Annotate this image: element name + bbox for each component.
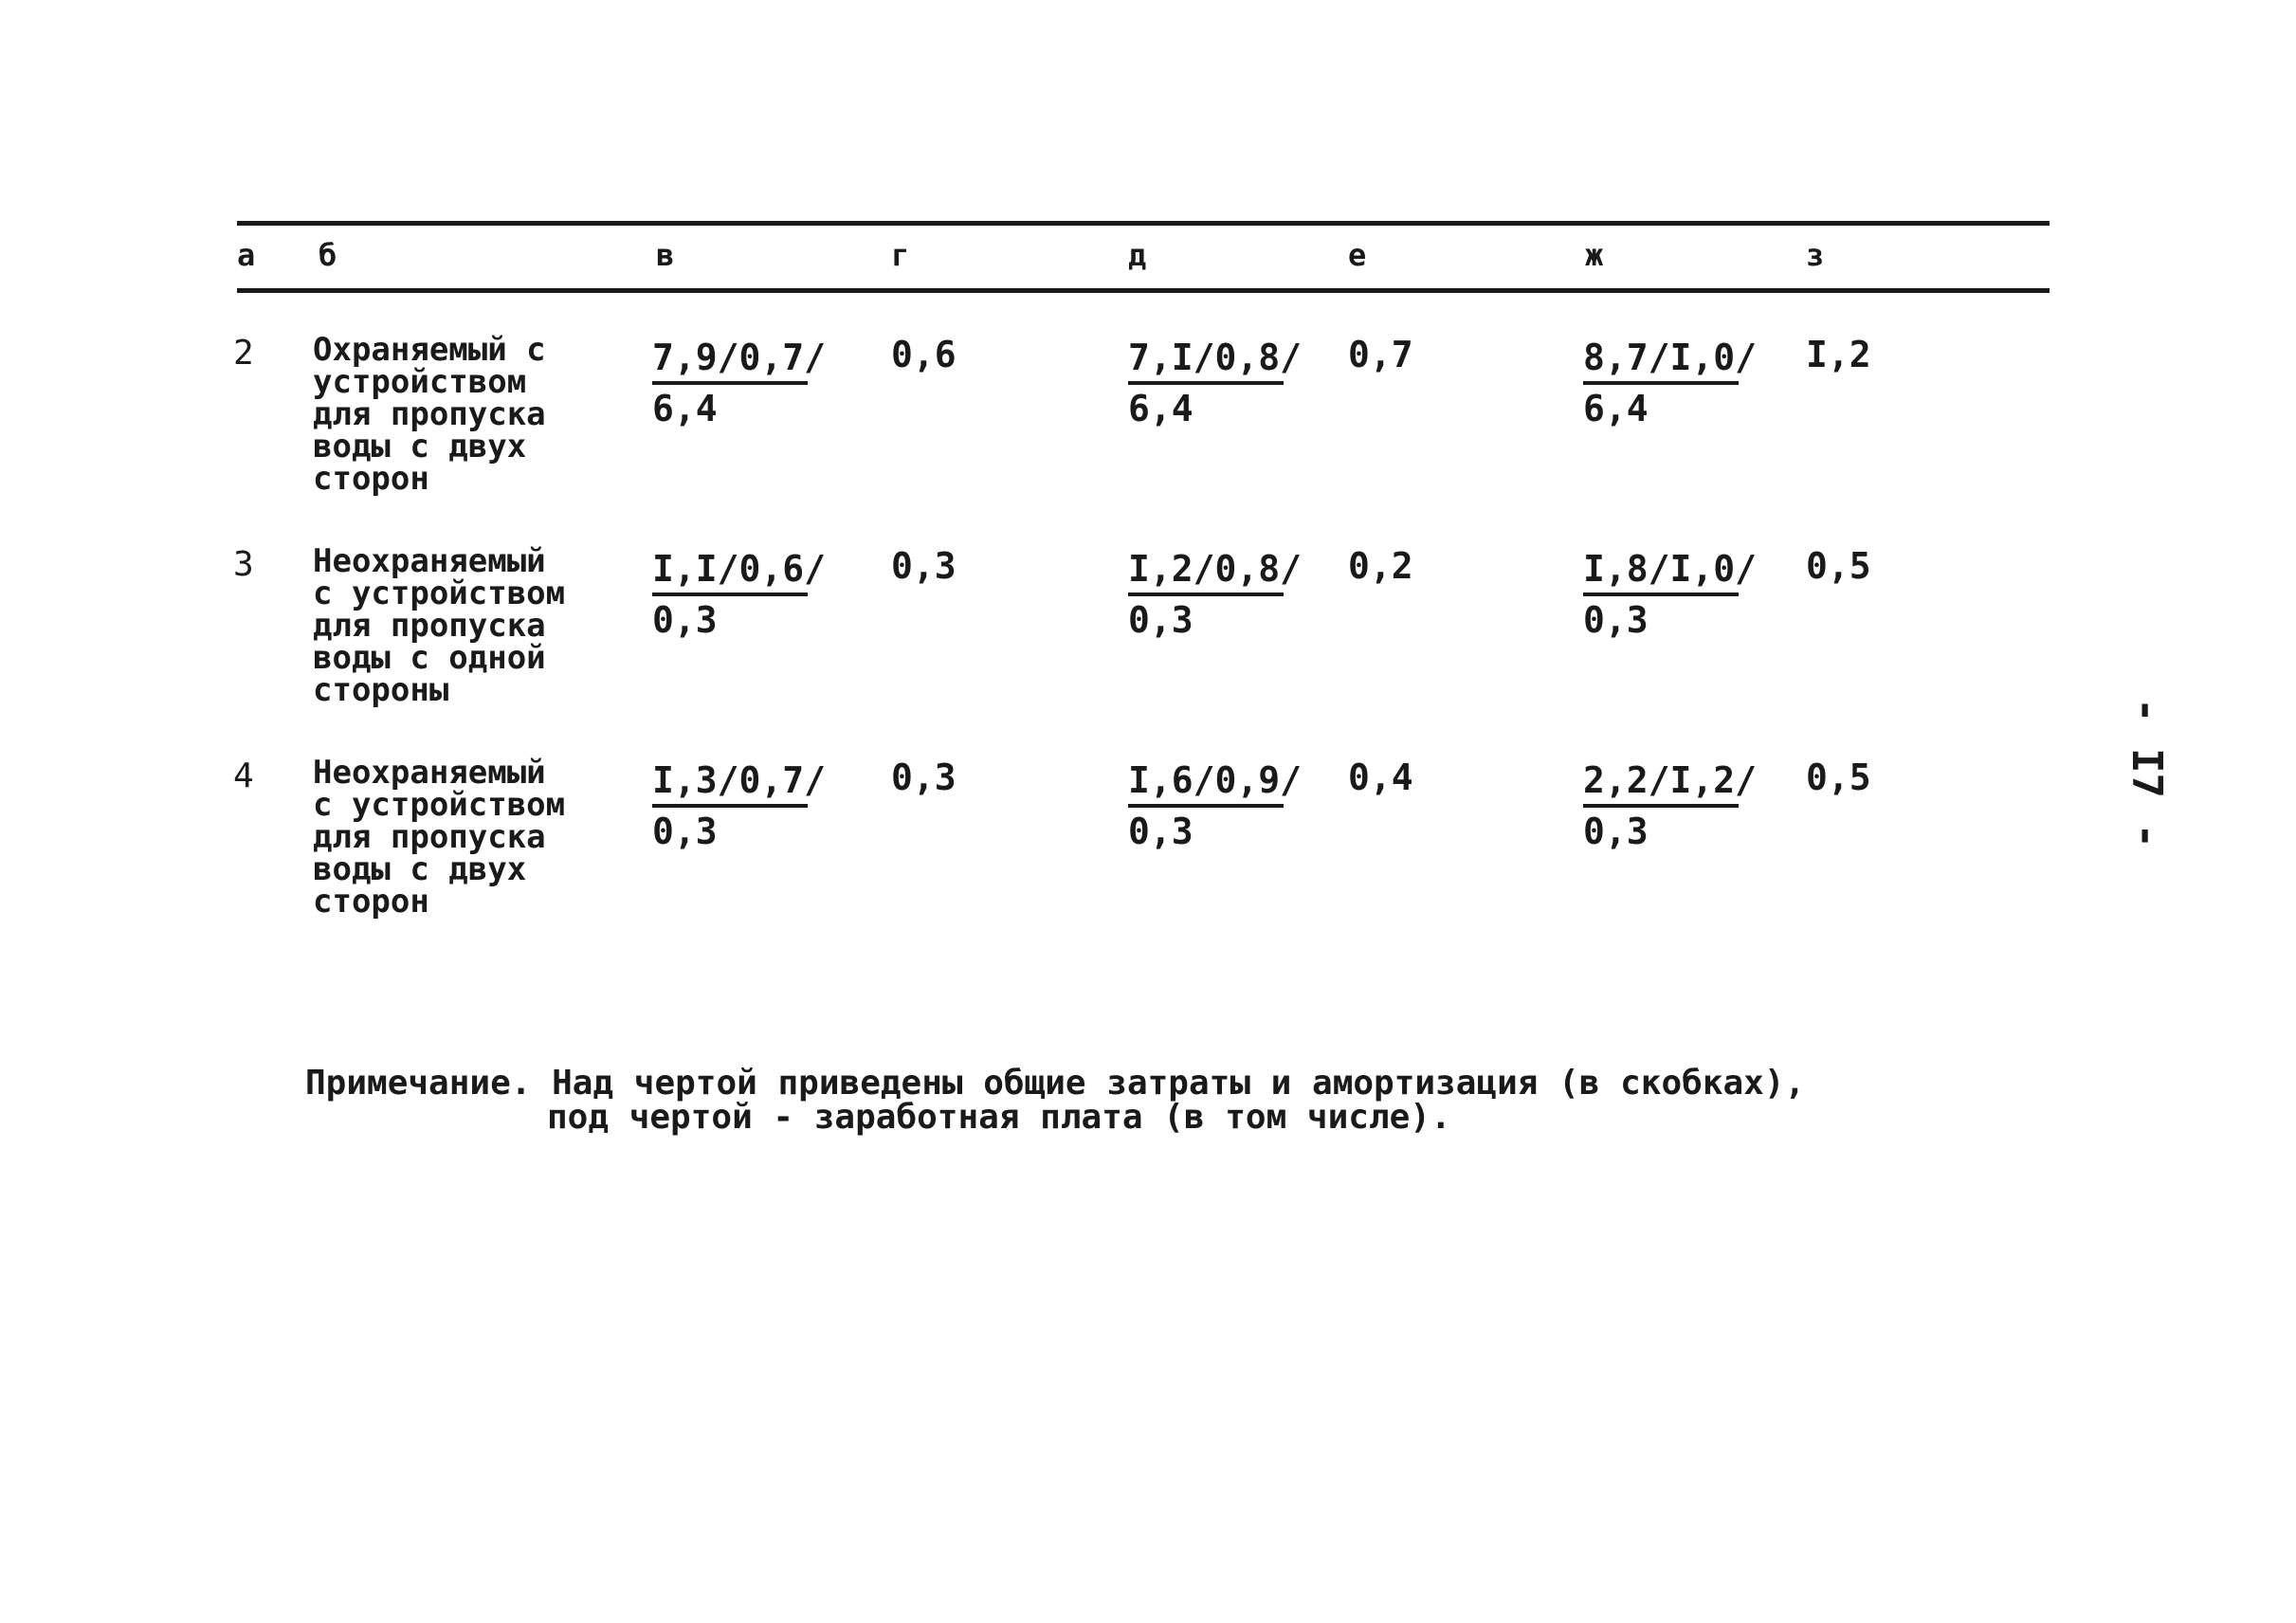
cell-d: 7,I/0,8/ 6,4 xyxy=(1128,334,1302,432)
table-top-rule xyxy=(237,221,2050,226)
cell-d-wages: 0,3 xyxy=(1128,599,1194,641)
cell-v-wages: 6,4 xyxy=(652,388,718,429)
cell-v-total: I,3/0,7 xyxy=(652,757,808,808)
row-description: Неохраняемый с устройством для пропуска воды с одной стороны xyxy=(313,542,566,709)
row-description: Неохраняемый с устройством для пропуска воды с двух сторон xyxy=(313,754,566,921)
cell-d: I,6/0,9/ 0,3 xyxy=(1128,757,1302,855)
column-header-a: а xyxy=(237,237,256,273)
cell-e: 0,4 xyxy=(1348,757,1413,798)
cell-z: I,2 xyxy=(1806,334,1871,375)
row-number: 4 xyxy=(233,757,254,795)
cell-v-total: I,I/0,6 xyxy=(652,545,808,596)
row-number: 3 xyxy=(233,545,254,584)
column-header-d: д xyxy=(1128,237,1147,273)
cell-d-wages: 6,4 xyxy=(1128,388,1194,429)
cell-zh: 2,2/I,2/ 0,3 xyxy=(1583,757,1757,855)
cell-d: I,2/0,8/ 0,3 xyxy=(1128,545,1302,644)
cell-v: I,I/0,6/ 0,3 xyxy=(652,545,826,644)
cell-g: 0,6 xyxy=(891,334,957,375)
column-header-v: в xyxy=(656,237,675,273)
cell-e: 0,2 xyxy=(1348,545,1413,587)
cell-g: 0,3 xyxy=(891,545,957,587)
cell-zh: 8,7/I,0/ 6,4 xyxy=(1583,334,1757,432)
cell-v: I,3/0,7/ 0,3 xyxy=(652,757,826,855)
cell-v-wages: 0,3 xyxy=(652,811,718,852)
cell-v-wages: 0,3 xyxy=(652,599,718,641)
footnote xyxy=(305,1064,1806,1137)
column-header-g: г xyxy=(891,237,910,273)
cell-zh: I,8/I,0/ 0,3 xyxy=(1583,545,1757,644)
cell-d-wages: 0,3 xyxy=(1128,811,1194,852)
cell-v-total: 7,9/0,7 xyxy=(652,334,808,385)
page-number: - I7 - xyxy=(2122,698,2171,848)
column-header-zh: ж xyxy=(1585,237,1604,273)
cell-d-total: I,2/0,8 xyxy=(1128,545,1284,596)
column-header-b: б xyxy=(319,237,337,273)
footnote-line-1: Примечание. Над чертой приведены общие затраты и амортизация (в скобках), xyxy=(305,1064,1806,1103)
cell-e: 0,7 xyxy=(1348,334,1413,375)
cell-zh-wages: 0,3 xyxy=(1583,811,1649,852)
cell-zh-total: I,8/I,0 xyxy=(1583,545,1739,596)
row-description: Охраняемый с устройством для пропуска воды с двух сторон xyxy=(313,331,546,498)
column-header-e: е xyxy=(1348,237,1367,273)
cell-zh-wages: 6,4 xyxy=(1583,388,1649,429)
cell-zh-wages: 0,3 xyxy=(1583,599,1649,641)
table-header-rule xyxy=(237,288,2050,293)
cell-d-total: 7,I/0,8 xyxy=(1128,334,1284,385)
cell-zh-total: 8,7/I,0 xyxy=(1583,334,1739,385)
cell-d-total: I,6/0,9 xyxy=(1128,757,1284,808)
cell-z: 0,5 xyxy=(1806,545,1871,587)
cell-v: 7,9/0,7/ 6,4 xyxy=(652,334,826,432)
cell-zh-total: 2,2/I,2 xyxy=(1583,757,1739,808)
cell-g: 0,3 xyxy=(891,757,957,798)
cell-z: 0,5 xyxy=(1806,757,1871,798)
column-header-z: з xyxy=(1806,237,1825,273)
footnote-line-2: под чертой - заработная плата (в том числе). xyxy=(547,1098,1451,1137)
row-number: 2 xyxy=(233,334,254,373)
